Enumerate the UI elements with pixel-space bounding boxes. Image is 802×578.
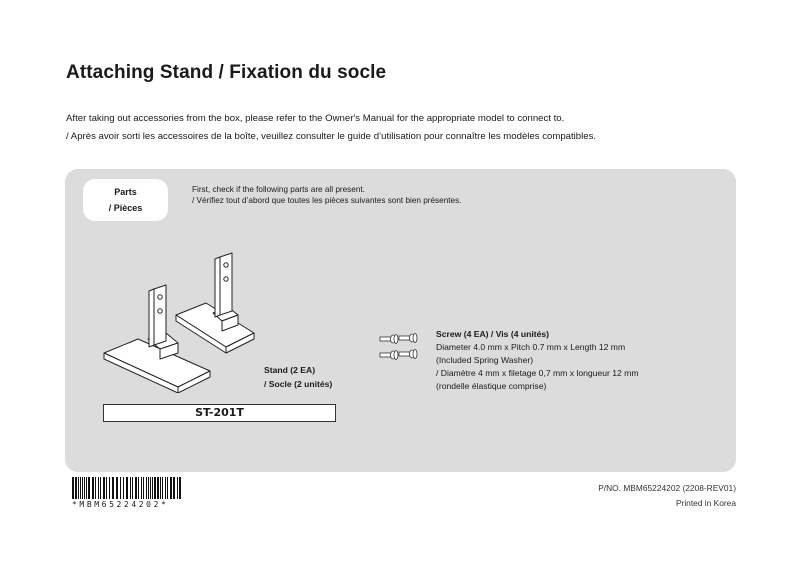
barcode-bar [173, 477, 175, 499]
screw-icon [399, 350, 417, 359]
barcode-bars [72, 477, 202, 499]
parts-badge [83, 179, 168, 221]
stand-illustration [98, 243, 258, 393]
barcode-bar [84, 477, 85, 499]
barcode-bar [86, 477, 87, 499]
stand-label-fr: / Socle (2 unités) [264, 379, 333, 389]
barcode-bar [135, 477, 137, 499]
barcode-bar [130, 477, 131, 499]
barcode-bar [98, 477, 99, 499]
screw-spec-en-note: (Included Spring Washer) [436, 355, 534, 365]
barcode-bar [150, 477, 151, 499]
intro-text [66, 110, 596, 146]
barcode-bar [162, 477, 163, 499]
stand-label-en: Stand (2 EA) [264, 365, 316, 375]
part-number-block [598, 481, 736, 511]
intro-line-en: After taking out accessories from the box, please refer to the Owner's Manual for the appropriate model to connect to. [66, 113, 565, 124]
stand-front-icon [104, 285, 210, 393]
barcode-bar [157, 477, 159, 499]
screw-description [436, 328, 639, 393]
parts-check-en: First, check if the following parts are all present. [192, 185, 365, 194]
barcode-bar [106, 477, 107, 499]
barcode-bar [95, 477, 96, 499]
barcode-bar [78, 477, 79, 499]
barcode-bar [167, 477, 168, 499]
barcode-bar [177, 477, 178, 499]
screw-icon [380, 351, 398, 360]
barcode-bar [120, 477, 121, 499]
parts-check-text [192, 184, 461, 206]
barcode-bar [92, 477, 94, 499]
barcode-bar [141, 477, 142, 499]
stand-label [264, 363, 332, 391]
barcode-bar [72, 477, 74, 499]
barcode-bar [123, 477, 124, 499]
barcode-bar [132, 477, 133, 499]
barcode-bar [143, 477, 144, 499]
page-title: Attaching Stand / Fixation du socle [66, 62, 387, 83]
screws-illustration [378, 333, 420, 367]
barcode-bar [103, 477, 105, 499]
barcode-bar [116, 477, 118, 499]
barcode-bar [88, 477, 90, 499]
barcode-bar [109, 477, 110, 499]
screw-spec-fr-note: (rondelle élastique comprise) [436, 381, 547, 391]
screw-icon [380, 335, 398, 344]
screw-spec-fr: / Diamètre 4 mm x filetage 0,7 mm x longueur 12 mm [436, 368, 639, 378]
barcode-bar [154, 477, 156, 499]
screw-heading: Screw (4 EA) / Vis (4 unités) [436, 329, 550, 339]
barcode-bar [152, 477, 153, 499]
barcode-text: *MBM65224202* [72, 500, 169, 509]
barcode-bar [112, 477, 114, 499]
parts-badge-en: Parts [114, 187, 137, 197]
stand-back-icon [176, 253, 254, 353]
barcode-bar [80, 477, 81, 499]
barcode-bar [75, 477, 77, 499]
barcode-bar [100, 477, 101, 499]
screw-spec-en: Diameter 4.0 mm x Pitch 0.7 mm x Length 12 mm [436, 342, 626, 352]
barcode-bar [179, 477, 181, 499]
barcode-bar [82, 477, 83, 499]
part-number: P/NO. MBM65224202 (2208-REV01) [598, 483, 736, 493]
barcode-bar [170, 477, 172, 499]
stand-model-box: ST-201T [103, 404, 336, 422]
barcode-bar [126, 477, 128, 499]
barcode-bar [146, 477, 147, 499]
parts-check-fr: / Vérifiez tout d’abord que toutes les pièces suivantes sont bien présentes. [192, 196, 462, 205]
barcode-bar [148, 477, 149, 499]
barcode-bar [138, 477, 139, 499]
barcode-bar [165, 477, 166, 499]
intro-line-fr: / Après avoir sorti les accessoires de la boîte, veuillez consulter le guide d’utilisation pour connaître les modèles compatibles. [66, 131, 597, 142]
screw-icon [399, 334, 417, 343]
printed-in: Printed in Korea [675, 498, 736, 508]
parts-badge-fr: / Pièces [108, 203, 143, 213]
barcode-bar [160, 477, 161, 499]
